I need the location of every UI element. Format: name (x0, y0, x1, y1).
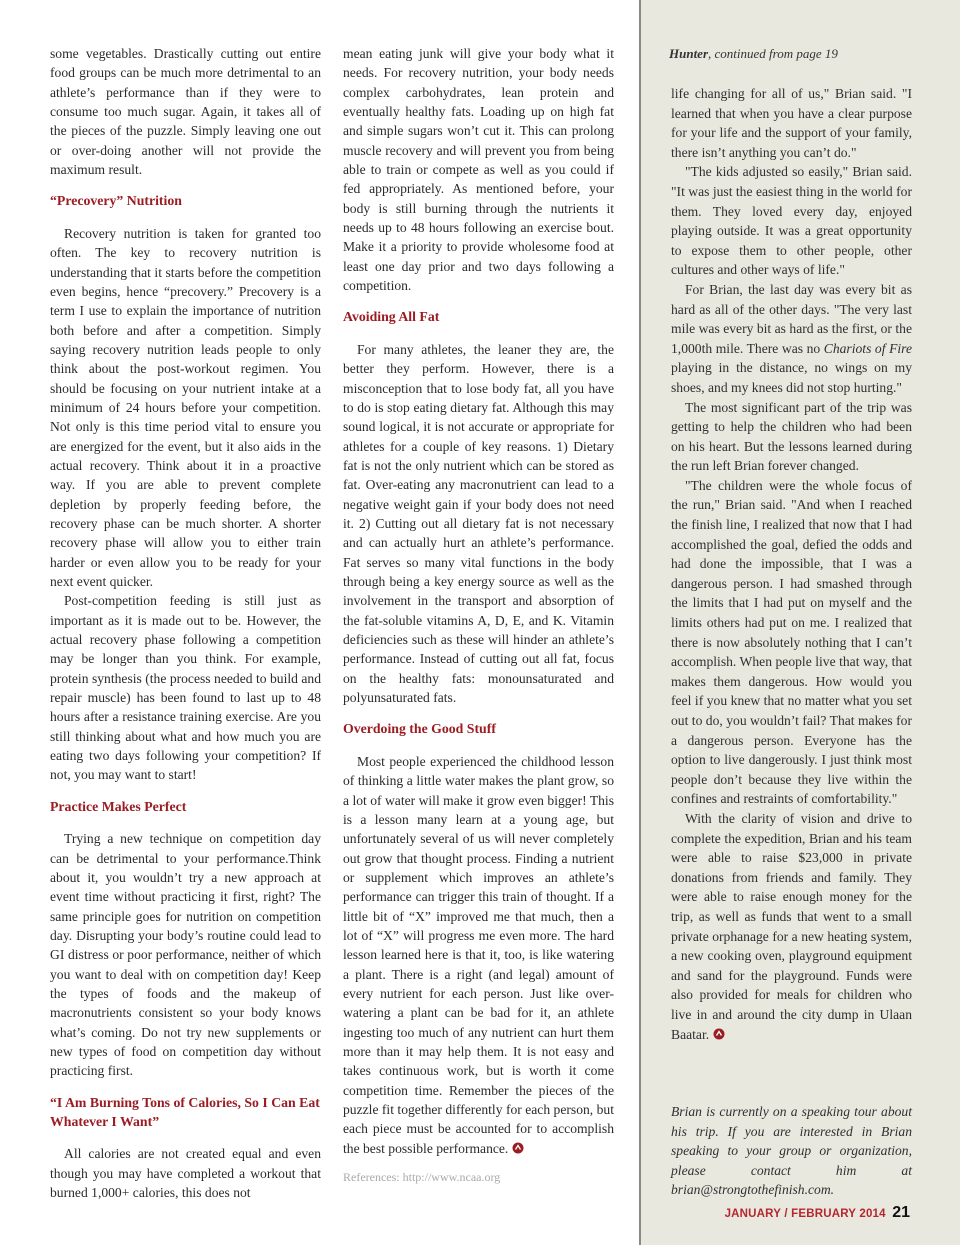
section-heading-overdoing: Overdoing the Good Stuff (343, 721, 496, 737)
sidebar-text (671, 84, 912, 1044)
page-number: 21 (892, 1204, 910, 1221)
paragraph (671, 809, 912, 1044)
paragraph: All calories are not created equal and even though you may have completed a workout that burned 1,000+ calories, this does not (50, 1146, 321, 1201)
author-bio: Brian is currently on a speaking tour about his trip. If you are interested in Brian speaking to your group or organization, please contact him at brian@strongtothefinish.com. (671, 1104, 912, 1198)
article-column-1 (50, 44, 321, 1203)
end-mark-icon (512, 1142, 524, 1154)
paragraph (343, 752, 614, 1158)
paragraph: Trying a new technique on competition day can be detrimental to your performance.Think about it, you wouldn’t try a new approach at event time without practicing it first, right? The same principle goes for nutrition on competition day. Disrupting your body’s routine could lead to GI distress or poor performance, neither of which you want to deal with on competition day! Keep the types of foods and the makeup of macronutrients consistent so your body knows what’s coming. Do not try new supplements or new types of food on competition day without practicing first. (50, 831, 321, 1079)
issue-date: JANUARY / FEBRUARY 2014 (724, 1208, 886, 1220)
continued-name: Hunter (669, 46, 709, 61)
references: References: http://www.ncaa.org (343, 1170, 501, 1185)
paragraph-text: With the clarity of vision and drive to complete the expedition, Brian and his team were able to raise $23,000 in private donations from friends and family. They were able to raise enough money for the trip, as well as funds that went to a small private orphanage for a new heating system, a new cooking oven, playground equipment and sand for the playground. Funds were also provided for meals for children who live in and around the city dump in Ulaan Baatar. (671, 810, 912, 1042)
paragraph: "The children were the whole focus of the run," Brian said. "And when I reached the finish line, I realized that now that I had accomplished the goal, defied the odds and had done the impossible, that I was a dangerous person. I had smashed through the limits that I had put on myself and the limits others had put on me. I realized that there is now absolutely nothing that I can’t accomplish. When people live that way, that makes them dangerous. How would you feel if you knew that no matter what you set out to do, you wouldn’t fail? That makes for a dangerous person. Everyone has the option to live dangerously. I just think most people don’t because they live within the confines and restraints of comfortability." (671, 477, 912, 807)
paragraph: Post-competition feeding is still just as important as it is made out to be. However, the actual recovery phase following a competition may be longer than you think. For example, protein synthesis (the process needed to build and repair muscle) has been found to last up to 48 hours after a resistance training exercise. Are you still thinking about what and how much you are eating two days following your competition? If not, you may want to start! (50, 593, 321, 783)
end-mark-icon (713, 1028, 725, 1040)
paragraph: The most significant part of the trip was getting to help the children who had been on his heart. But the lessons learned during the run left Brian forever changed. (671, 399, 912, 474)
paragraph: mean eating junk will give your body what it needs. For recovery nutrition, your body needs complex carbohydrates, lean protein and eventually healthy fats. Loading up on high fat and simple sugars won’t cut it. This can prolong muscle recovery and will prevent you from being able to train or compete as well as you could if fed appropriately. As mentioned before, your body is still burning through the nutrients it needs up to 48 hours following an exercise bout. Make it a priority to provide wholesome food at least one day prior and two days following a competition. (343, 46, 614, 294)
paragraph: life changing for all of us," Brian said. "I learned that when you have a clear purpose for your life and the support of your family, there isn’t anything you can’t do." (671, 86, 912, 160)
paragraph-text: For Brian, the last day was every bit as hard as all of the other days. "The very last mile was every bit as hard as the first, or the 1,000th mile. There was no (671, 281, 912, 356)
paragraph-text: Most people experienced the childhood lesson of thinking a little water makes the plant grow, so a lot of water will make it grow even bigger! This is a lesson many learn at a young age, but unfortunately several of us will never completely out grow that thought process. Finding a nutrient or supplement which improves an athlete’s performance can trigger this train of thought. If a little bit of “X” improved me that much, then a lot of “X” will progress me even more. The hard lesson learned here is that it, too, is like watering a plant. There is a right (and legal) amount of every nutrient for each person. Just like over-watering a plant can be bad for it, an athlete ingesting too much of any nutrient can hurt them more than it may help them. It is not easy and takes continuous work, but is worth it come competition time. Remember the pieces of the puzzle fit together differently for each person, but each piece must be accounted for to accomplish the best possible performance. (343, 753, 614, 1156)
sidebar-panel (639, 0, 960, 1245)
section-heading-precovery: “Precovery” Nutrition (50, 193, 182, 209)
continued-note (669, 46, 838, 62)
section-heading-calories: “I Am Burning Tons of Calories, So I Can Eat Whatever I Want” (50, 1094, 320, 1130)
section-heading-practice: Practice Makes Perfect (50, 798, 187, 814)
paragraph: Recovery nutrition is taken for granted too often. The key to recovery nutrition is understanding that it starts before the competition even begins, hence “precovery.” Precovery is a term I use to explain the importance of nutrition both before and after a competition. Simply saying recovery nutrition leads people to only think about the post-workout regimen. You should be focusing on your nutrient intake at a minimum of 24 hours before your competition. Not only is this time period vital to ensure you are energized for the event, but it also aids in the actual recovery. Think about it in a proactive way. If you are able to prevent complete depletion by properly feeding before, the recovery phase can be much shorter. A shorter recovery phase will allow you to either train harder or even allow you to be ready for your next event quicker. (50, 225, 321, 589)
paragraph: "The kids adjusted so easily," Brian said. "It was just the easiest thing in the world for them. They loved every day, enjoyed playing outside. It was a great opportunity to expose them to other people, other cultures and other ways of life." (671, 164, 912, 278)
paragraph: some vegetables. Drastically cutting out entire food groups can be much more detrimental to an athlete’s performance than if they were to consume too much sugar. Again, it takes all of the pieces of the puzzle. Simply leaving one out or over-doing another will not provide the maximum result. (50, 46, 321, 178)
article-column-2 (343, 44, 614, 1187)
paragraph: For many athletes, the leaner they are, the better they perform. However, there is a misconception that to lose body fat, all you have to do is stop eating dietary fat. Although this may sound logical, it is not accurate or appropriate for athletes for a couple of key reasons. 1) Dietary fat is not the only nutrient which can be stored as fat. Over-eating any macronutrient can lead to a negative weight gain if your body does not need it. 2) Cutting out all dietary fat is not necessary and can actually hurt an athlete’s performance. Fat serves so many vital functions in the body through being a key energy source as well as the involvement in the transport and absorption of the fat-soluble vitamins A, D, E, and K. Vitamin deficiencies such as these will hinder an athlete’s performance. Instead of cutting out all fat, focus on the healthy fats: monounsaturated and polyunsaturated fats. (343, 341, 614, 706)
section-heading-fat: Avoiding All Fat (343, 309, 440, 325)
page-footer (725, 1204, 910, 1222)
continued-text: , continued from page 19 (708, 46, 838, 61)
paragraph (671, 280, 912, 398)
film-title: Chariots of Fire (823, 340, 912, 356)
paragraph-text: playing in the distance, no wings on my shoes, and my knees did not stop hurting." (671, 360, 912, 395)
